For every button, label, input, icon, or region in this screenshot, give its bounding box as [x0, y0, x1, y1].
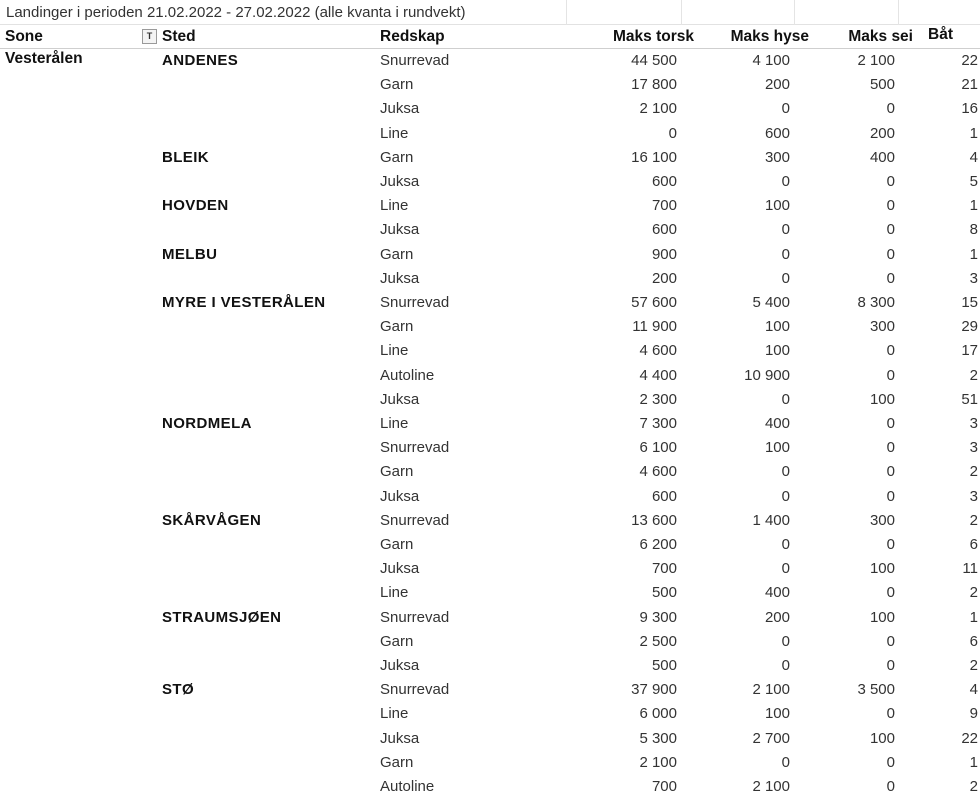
cell-bat: 2 [969, 366, 978, 384]
cell-maks-torsk: 57 600 [631, 294, 677, 311]
cell-maks-hyse: 100 [764, 342, 790, 360]
cell-redskap: Line [380, 705, 409, 723]
header-sted[interactable]: Sted [162, 28, 196, 45]
cell-maks-sei: 100 [869, 729, 895, 747]
cell-redskap: Garn [380, 245, 414, 263]
table-row [0, 607, 980, 631]
cell-maks-hyse: 0 [781, 269, 790, 287]
cell-maks-sei: 200 [869, 124, 895, 142]
table-row [0, 219, 980, 243]
cell-maks-sei: 0 [886, 245, 895, 263]
cell-bat: 5 [969, 173, 978, 190]
cell-maks-sei: 0 [886, 439, 895, 457]
cell-maks-hyse: 300 [764, 148, 790, 166]
cell-maks-sei: 3 500 [857, 681, 895, 699]
cell-maks-sei: 0 [886, 584, 895, 602]
cell-bat: 1 [969, 753, 978, 771]
cell-bat: 21 [961, 76, 978, 94]
cell-maks-sei: 300 [869, 511, 895, 529]
cell-maks-sei: 0 [886, 173, 895, 190]
cell-sted: MYRE I VESTERÅLEN [162, 294, 326, 311]
cell-redskap: Autoline [380, 778, 435, 795]
cell-maks-hyse: 0 [781, 173, 790, 190]
cell-maks-torsk: 600 [651, 173, 677, 190]
cell-sted: HOVDEN [162, 197, 229, 215]
cell-bat: 3 [969, 415, 978, 432]
cell-redskap: Garn [380, 632, 414, 650]
zone-label: Vesterålen [5, 50, 83, 67]
cell-maks-sei: 0 [886, 366, 895, 384]
cell-bat: 4 [969, 148, 978, 166]
cell-sted: NORDMELA [162, 415, 252, 432]
cell-bat: 3 [969, 439, 978, 457]
cell-maks-sei: 0 [886, 778, 895, 795]
cell-redskap: Garn [380, 753, 414, 771]
cell-maks-torsk: 4 400 [639, 366, 677, 384]
cell-maks-hyse: 0 [781, 487, 790, 505]
cell-maks-hyse: 400 [764, 584, 790, 602]
cell-bat: 8 [969, 221, 978, 239]
table-row [0, 534, 980, 558]
cell-maks-torsk: 500 [651, 584, 677, 602]
cell-maks-hyse: 0 [781, 100, 790, 118]
filter-icon[interactable]: T [142, 29, 157, 44]
table-row [0, 631, 980, 655]
cell-maks-sei: 500 [869, 76, 895, 94]
cell-sted: MELBU [162, 245, 218, 263]
cell-redskap: Snurrevad [380, 439, 450, 457]
table-row [0, 50, 980, 74]
cell-maks-torsk: 700 [651, 560, 677, 578]
table-row [0, 752, 980, 776]
cell-maks-sei: 0 [886, 463, 895, 481]
header-redskap[interactable]: Redskap [380, 28, 445, 45]
table-row [0, 74, 980, 98]
cell-bat: 1 [969, 124, 978, 142]
cell-redskap: Line [380, 197, 409, 215]
cell-bat: 22 [961, 52, 978, 69]
cell-maks-torsk: 5 300 [639, 729, 677, 747]
cell-maks-sei: 0 [886, 753, 895, 771]
cell-bat: 2 [969, 584, 978, 602]
cell-maks-torsk: 11 900 [632, 318, 677, 336]
cell-maks-torsk: 2 100 [639, 753, 677, 771]
cell-maks-hyse: 0 [781, 657, 790, 674]
cell-bat: 15 [961, 294, 978, 311]
header-maks-sei[interactable]: Maks sei [848, 28, 913, 45]
cell-maks-hyse: 100 [764, 705, 790, 723]
cell-redskap: Line [380, 124, 409, 142]
cell-bat: 16 [961, 100, 978, 118]
table-row [0, 776, 980, 800]
cell-maks-torsk: 4 600 [639, 342, 677, 360]
cell-bat: 17 [961, 342, 978, 360]
table-row [0, 389, 980, 413]
table-row [0, 316, 980, 340]
cell-maks-hyse: 100 [764, 197, 790, 215]
cell-maks-sei: 0 [886, 100, 895, 118]
cell-maks-torsk: 4 600 [639, 463, 677, 481]
cell-maks-sei: 2 100 [857, 52, 895, 69]
cell-maks-hyse: 2 700 [752, 729, 790, 747]
cell-bat: 3 [969, 487, 978, 505]
cell-maks-hyse: 2 100 [752, 681, 790, 699]
table-row [0, 123, 980, 147]
cell-redskap: Garn [380, 76, 414, 94]
cell-redskap: Juksa [380, 487, 420, 505]
cell-redskap: Snurrevad [380, 294, 450, 311]
cell-maks-torsk: 2 300 [639, 390, 677, 408]
cell-sted: STRAUMSJØEN [162, 608, 282, 626]
cell-maks-sei: 0 [886, 342, 895, 360]
cell-sted: BLEIK [162, 148, 209, 166]
table-row [0, 413, 980, 437]
cell-maks-torsk: 16 100 [631, 148, 677, 166]
cell-redskap: Autoline [380, 366, 435, 384]
table-row [0, 244, 980, 268]
cell-redskap: Juksa [380, 560, 420, 578]
cell-maks-hyse: 0 [781, 536, 790, 553]
cell-maks-torsk: 600 [651, 221, 677, 239]
table-row [0, 582, 980, 606]
cell-redskap: Juksa [380, 173, 420, 190]
cell-bat: 2 [969, 778, 978, 795]
cell-maks-torsk: 13 600 [631, 511, 677, 529]
header-maks-torsk[interactable]: Maks torsk [613, 28, 694, 45]
cell-redskap: Juksa [380, 221, 420, 239]
cell-redskap: Garn [380, 148, 414, 166]
cell-maks-sei: 0 [886, 657, 895, 674]
cell-bat: 6 [969, 632, 978, 650]
cell-maks-sei: 100 [869, 560, 895, 578]
cell-bat: 6 [969, 536, 978, 553]
cell-maks-sei: 0 [886, 415, 895, 432]
cell-maks-torsk: 500 [651, 657, 677, 674]
cell-maks-hyse: 100 [764, 439, 790, 457]
cell-redskap: Juksa [380, 100, 420, 118]
table-caption: Landinger i perioden 21.02.2022 - 27.02.2022 (alle kvanta i rundvekt) [6, 4, 466, 21]
cell-maks-hyse: 0 [781, 560, 790, 578]
cell-bat: 22 [961, 729, 978, 747]
cell-bat: 2 [969, 657, 978, 674]
table-row [0, 98, 980, 122]
table-row [0, 147, 980, 171]
cell-redskap: Snurrevad [380, 511, 450, 529]
table-row [0, 195, 980, 219]
cell-redskap: Line [380, 584, 409, 602]
table-row [0, 655, 980, 679]
cell-maks-torsk: 900 [651, 245, 677, 263]
cell-maks-hyse: 4 100 [752, 52, 790, 69]
cell-maks-torsk: 6 000 [639, 705, 677, 723]
cell-maks-hyse: 0 [781, 221, 790, 239]
cell-bat: 3 [969, 269, 978, 287]
cell-redskap: Juksa [380, 657, 420, 674]
cell-maks-sei: 100 [869, 608, 895, 626]
cell-maks-torsk: 0 [668, 124, 677, 142]
cell-redskap: Juksa [380, 269, 420, 287]
cell-bat: 1 [969, 245, 978, 263]
cell-maks-hyse: 0 [781, 632, 790, 650]
cell-maks-sei: 300 [869, 318, 895, 336]
cell-maks-sei: 0 [886, 487, 895, 505]
cell-maks-hyse: 2 100 [752, 778, 790, 795]
cell-maks-sei: 0 [886, 632, 895, 650]
cell-maks-hyse: 10 900 [744, 366, 790, 384]
header-maks-hyse[interactable]: Maks hyse [730, 28, 809, 45]
cell-maks-sei: 400 [869, 148, 895, 166]
cell-maks-hyse: 400 [764, 415, 790, 432]
header-sone[interactable]: Sone [5, 28, 43, 45]
cell-maks-sei: 0 [886, 536, 895, 553]
cell-maks-torsk: 6 200 [639, 536, 677, 553]
table-row [0, 486, 980, 510]
cell-redskap: Snurrevad [380, 52, 450, 69]
table-row [0, 679, 980, 703]
cell-sted: SKÅRVÅGEN [162, 511, 262, 529]
cell-maks-torsk: 37 900 [631, 681, 677, 699]
cell-maks-torsk: 7 300 [639, 415, 677, 432]
cell-maks-sei: 8 300 [857, 294, 895, 311]
cell-maks-hyse: 100 [764, 318, 790, 336]
table-row [0, 558, 980, 582]
cell-maks-sei: 0 [886, 221, 895, 239]
cell-maks-hyse: 600 [764, 124, 790, 142]
cell-maks-hyse: 1 400 [752, 511, 790, 529]
cell-maks-sei: 0 [886, 705, 895, 723]
table-row [0, 437, 980, 461]
cell-maks-torsk: 2 100 [639, 100, 677, 118]
table-row [0, 171, 980, 195]
cell-maks-torsk: 700 [651, 197, 677, 215]
table-row [0, 703, 980, 727]
cell-maks-torsk: 6 100 [639, 439, 677, 457]
cell-maks-hyse: 200 [764, 76, 790, 94]
cell-maks-sei: 100 [869, 390, 895, 408]
cell-maks-hyse: 0 [781, 463, 790, 481]
cell-bat: 11 [962, 560, 978, 578]
table-row [0, 461, 980, 485]
cell-maks-torsk: 9 300 [639, 608, 677, 626]
table-row [0, 728, 980, 752]
cell-maks-hyse: 200 [764, 608, 790, 626]
cell-bat: 9 [969, 705, 978, 723]
cell-redskap: Garn [380, 318, 414, 336]
cell-maks-torsk: 44 500 [631, 52, 677, 69]
cell-maks-torsk: 700 [651, 778, 677, 795]
cell-bat: 2 [969, 463, 978, 481]
cell-redskap: Juksa [380, 390, 420, 408]
cell-maks-torsk: 200 [651, 269, 677, 287]
cell-maks-hyse: 5 400 [752, 294, 790, 311]
cell-redskap: Snurrevad [380, 681, 450, 699]
table-row [0, 292, 980, 316]
cell-sted: ANDENES [162, 52, 239, 69]
cell-bat: 1 [969, 197, 978, 215]
cell-maks-torsk: 2 500 [639, 632, 677, 650]
cell-redskap: Juksa [380, 729, 420, 747]
cell-maks-torsk: 17 800 [631, 76, 677, 94]
cell-maks-torsk: 600 [651, 487, 677, 505]
table-row [0, 510, 980, 534]
cell-bat: 1 [969, 608, 978, 626]
cell-bat: 4 [969, 681, 978, 699]
cell-bat: 29 [961, 318, 978, 336]
cell-redskap: Line [380, 415, 409, 432]
table-row [0, 340, 980, 364]
cell-maks-hyse: 0 [781, 245, 790, 263]
cell-bat: 2 [969, 511, 978, 529]
cell-sted: STØ [162, 681, 195, 699]
cell-maks-sei: 0 [886, 269, 895, 287]
cell-redskap: Garn [380, 536, 414, 553]
cell-redskap: Snurrevad [380, 608, 450, 626]
cell-bat: 51 [961, 390, 978, 408]
table-row [0, 268, 980, 292]
cell-maks-hyse: 0 [781, 753, 790, 771]
table-row [0, 365, 980, 389]
cell-maks-sei: 0 [886, 197, 895, 215]
cell-redskap: Garn [380, 463, 414, 481]
cell-maks-hyse: 0 [781, 390, 790, 408]
cell-redskap: Line [380, 342, 409, 360]
header-bat[interactable]: Båt [928, 26, 953, 43]
